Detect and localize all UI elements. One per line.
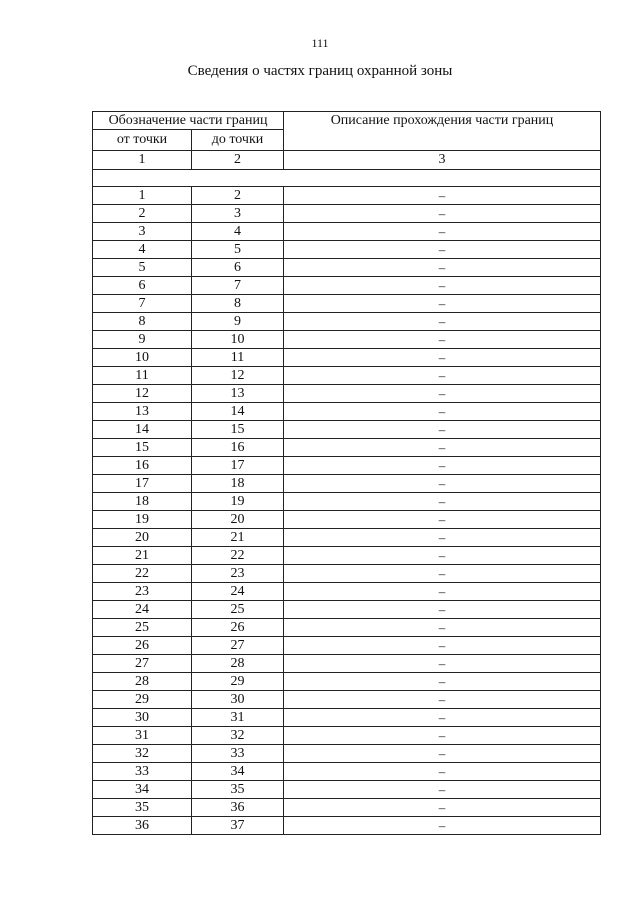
table-blank-row: [93, 170, 601, 187]
table-row: [93, 367, 601, 385]
from-point-cell: 27: [93, 655, 192, 673]
table-row: [93, 313, 601, 331]
description-cell: –: [284, 241, 601, 259]
from-point-cell: 26: [93, 637, 192, 655]
to-point-cell: 16: [192, 439, 284, 457]
from-point-cell: 22: [93, 565, 192, 583]
description-cell: –: [284, 205, 601, 223]
table-row: [93, 655, 601, 673]
from-point-cell: 33: [93, 763, 192, 781]
table-row: [93, 403, 601, 421]
boundary-parts-table: [92, 111, 601, 835]
blank-cell: [93, 170, 601, 187]
column-number-1: 1: [93, 151, 192, 170]
table-row: [93, 223, 601, 241]
from-point-cell: 35: [93, 799, 192, 817]
table-row: [93, 817, 601, 835]
header-from-point: от точки: [93, 130, 192, 151]
description-cell: –: [284, 691, 601, 709]
table-row: [93, 187, 601, 205]
description-cell: –: [284, 673, 601, 691]
to-point-cell: 23: [192, 565, 284, 583]
from-point-cell: 20: [93, 529, 192, 547]
to-point-cell: 13: [192, 385, 284, 403]
from-point-cell: 30: [93, 709, 192, 727]
table-row: [93, 241, 601, 259]
to-point-cell: 32: [192, 727, 284, 745]
from-point-cell: 8: [93, 313, 192, 331]
description-cell: –: [284, 529, 601, 547]
to-point-cell: 15: [192, 421, 284, 439]
to-point-cell: 5: [192, 241, 284, 259]
from-point-cell: 31: [93, 727, 192, 745]
from-point-cell: 9: [93, 331, 192, 349]
description-cell: –: [284, 187, 601, 205]
table-row: [93, 529, 601, 547]
from-point-cell: 17: [93, 475, 192, 493]
description-cell: –: [284, 655, 601, 673]
from-point-cell: 2: [93, 205, 192, 223]
from-point-cell: 24: [93, 601, 192, 619]
to-point-cell: 17: [192, 457, 284, 475]
to-point-cell: 2: [192, 187, 284, 205]
document-title: Сведения о частях границ охранной зоны: [187, 63, 453, 79]
from-point-cell: 1: [93, 187, 192, 205]
table-row: [93, 385, 601, 403]
table-row: [93, 421, 601, 439]
table-row: [93, 745, 601, 763]
from-point-cell: 19: [93, 511, 192, 529]
description-cell: –: [284, 475, 601, 493]
description-cell: –: [284, 637, 601, 655]
description-cell: –: [284, 367, 601, 385]
from-point-cell: 29: [93, 691, 192, 709]
table-row: [93, 763, 601, 781]
description-cell: –: [284, 799, 601, 817]
to-point-cell: 25: [192, 601, 284, 619]
from-point-cell: 36: [93, 817, 192, 835]
table-row: [93, 583, 601, 601]
to-point-cell: 30: [192, 691, 284, 709]
description-cell: –: [284, 763, 601, 781]
to-point-cell: 9: [192, 313, 284, 331]
to-point-cell: 19: [192, 493, 284, 511]
table-row: [93, 673, 601, 691]
table-row: [93, 547, 601, 565]
table-row: [93, 259, 601, 277]
from-point-cell: 23: [93, 583, 192, 601]
to-point-cell: 8: [192, 295, 284, 313]
description-cell: –: [284, 727, 601, 745]
from-point-cell: 13: [93, 403, 192, 421]
table-row: [93, 619, 601, 637]
from-point-cell: 15: [93, 439, 192, 457]
table-row: [93, 781, 601, 799]
description-cell: –: [284, 817, 601, 835]
from-point-cell: 34: [93, 781, 192, 799]
to-point-cell: 14: [192, 403, 284, 421]
description-cell: –: [284, 601, 601, 619]
description-cell: –: [284, 547, 601, 565]
description-cell: –: [284, 259, 601, 277]
from-point-cell: 7: [93, 295, 192, 313]
to-point-cell: 4: [192, 223, 284, 241]
description-cell: –: [284, 295, 601, 313]
from-point-cell: 6: [93, 277, 192, 295]
to-point-cell: 28: [192, 655, 284, 673]
to-point-cell: 31: [192, 709, 284, 727]
description-cell: –: [284, 565, 601, 583]
to-point-cell: 24: [192, 583, 284, 601]
to-point-cell: 33: [192, 745, 284, 763]
to-point-cell: 21: [192, 529, 284, 547]
to-point-cell: 7: [192, 277, 284, 295]
description-cell: –: [284, 421, 601, 439]
description-cell: –: [284, 511, 601, 529]
from-point-cell: 11: [93, 367, 192, 385]
table-row: [93, 295, 601, 313]
to-point-cell: 35: [192, 781, 284, 799]
from-point-cell: 3: [93, 223, 192, 241]
from-point-cell: 21: [93, 547, 192, 565]
from-point-cell: 25: [93, 619, 192, 637]
description-cell: –: [284, 439, 601, 457]
description-cell: –: [284, 403, 601, 421]
table-row: [93, 691, 601, 709]
description-cell: –: [284, 493, 601, 511]
description-cell: –: [284, 745, 601, 763]
from-point-cell: 28: [93, 673, 192, 691]
header-to-point: до точки: [192, 130, 284, 151]
column-number-2: 2: [192, 151, 284, 170]
header-boundary-description: Описание прохождения части границ: [284, 112, 601, 151]
description-cell: –: [284, 781, 601, 799]
from-point-cell: 5: [93, 259, 192, 277]
to-point-cell: 36: [192, 799, 284, 817]
table-row: [93, 475, 601, 493]
table-row: [93, 709, 601, 727]
table-row: [93, 601, 601, 619]
description-cell: –: [284, 619, 601, 637]
to-point-cell: 34: [192, 763, 284, 781]
from-point-cell: 16: [93, 457, 192, 475]
table-header-row: [93, 112, 601, 130]
description-cell: –: [284, 349, 601, 367]
description-cell: –: [284, 709, 601, 727]
table-row: [93, 799, 601, 817]
from-point-cell: 32: [93, 745, 192, 763]
table-row: [93, 511, 601, 529]
from-point-cell: 12: [93, 385, 192, 403]
table-row: [93, 727, 601, 745]
description-cell: –: [284, 277, 601, 295]
to-point-cell: 6: [192, 259, 284, 277]
to-point-cell: 22: [192, 547, 284, 565]
description-cell: –: [284, 313, 601, 331]
table-row: [93, 277, 601, 295]
from-point-cell: 4: [93, 241, 192, 259]
header-boundary-designation: Обозначение части границ: [93, 112, 284, 130]
description-cell: –: [284, 331, 601, 349]
to-point-cell: 27: [192, 637, 284, 655]
table-row: [93, 565, 601, 583]
table-row: [93, 205, 601, 223]
table-row: [93, 439, 601, 457]
to-point-cell: 3: [192, 205, 284, 223]
to-point-cell: 10: [192, 331, 284, 349]
to-point-cell: 26: [192, 619, 284, 637]
to-point-cell: 29: [192, 673, 284, 691]
table-row: [93, 457, 601, 475]
to-point-cell: 12: [192, 367, 284, 385]
description-cell: –: [284, 583, 601, 601]
to-point-cell: 11: [192, 349, 284, 367]
to-point-cell: 20: [192, 511, 284, 529]
to-point-cell: 37: [192, 817, 284, 835]
from-point-cell: 14: [93, 421, 192, 439]
description-cell: –: [284, 385, 601, 403]
from-point-cell: 10: [93, 349, 192, 367]
table-row: [93, 331, 601, 349]
table-row: [93, 493, 601, 511]
description-cell: –: [284, 457, 601, 475]
page-number: 111: [311, 36, 329, 50]
from-point-cell: 18: [93, 493, 192, 511]
column-number-row: [93, 151, 601, 170]
table-row: [93, 637, 601, 655]
to-point-cell: 18: [192, 475, 284, 493]
description-cell: –: [284, 223, 601, 241]
column-number-3: 3: [284, 151, 601, 170]
table-row: [93, 349, 601, 367]
